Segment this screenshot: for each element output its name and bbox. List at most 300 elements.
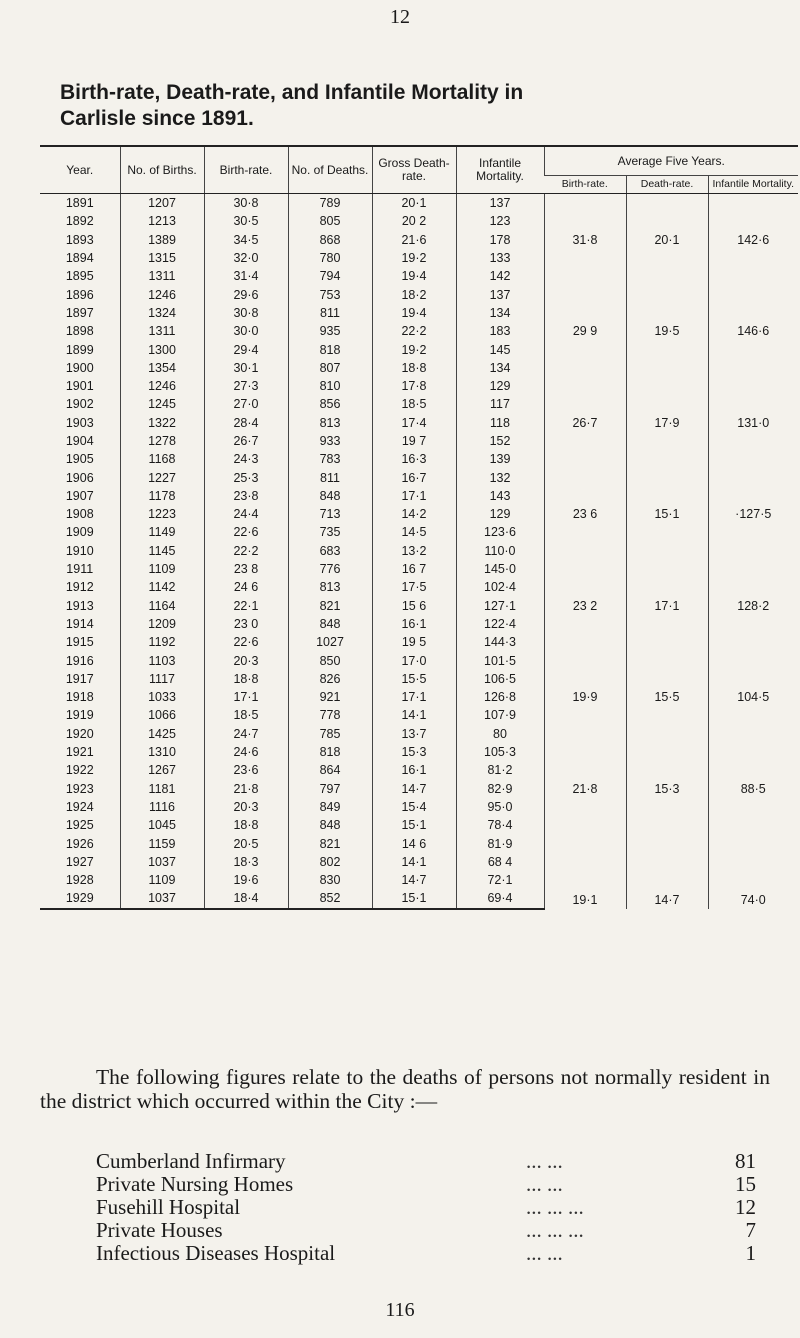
table-row <box>40 834 798 852</box>
cell-deaths: 935 <box>288 322 372 340</box>
cell-death-rate: 19 5 <box>372 633 456 651</box>
page-title <box>60 80 760 132</box>
cell-year: 1895 <box>65 269 94 284</box>
cell-births: 1145 <box>120 542 204 560</box>
list-item <box>96 1173 756 1196</box>
table-row <box>40 743 798 761</box>
cell-birth-rate: 18·3 <box>204 853 288 871</box>
cell-births: 1159 <box>120 834 204 852</box>
cell-birth-rate: 32·0 <box>204 249 288 267</box>
cell-infantile: 152 <box>456 432 544 450</box>
cell-births: 1207 <box>120 194 204 213</box>
col-header-birth-rate: Birth-rate. <box>204 146 288 194</box>
cell-infantile: 178 <box>456 231 544 249</box>
death-count: 7 <box>745 1218 756 1242</box>
cell-birth-rate: 27·0 <box>204 395 288 413</box>
cell-infantile: 107·9 <box>456 706 544 724</box>
cell-avg-birth: 21·8 <box>544 743 626 834</box>
cell-births: 1117 <box>120 670 204 688</box>
cell-avg-death: 17·1 <box>626 560 708 651</box>
cell-death-rate: 14 6 <box>372 834 456 852</box>
cell-birth-rate: 29·4 <box>204 340 288 358</box>
cell-death-rate: 18·5 <box>372 395 456 413</box>
cell-births: 1033 <box>120 688 204 706</box>
cell-birth-rate: 30·1 <box>204 359 288 377</box>
cell-death-rate: 19·4 <box>372 267 456 285</box>
cell-year: 1901 <box>65 379 94 394</box>
cell-birth-rate: 30·8 <box>204 304 288 322</box>
cell-avg-infantile: ·127·5 <box>708 468 798 559</box>
col-header-births: No. of Births. <box>120 146 204 194</box>
cell-births: 1354 <box>120 359 204 377</box>
cell-deaths: 933 <box>288 432 372 450</box>
cell-births: 1209 <box>120 615 204 633</box>
cell-death-rate: 17·0 <box>372 651 456 669</box>
cell-infantile: 81·2 <box>456 761 544 779</box>
cell-deaths: 818 <box>288 743 372 761</box>
cell-year: 1902 <box>65 397 94 412</box>
cell-deaths: 864 <box>288 761 372 779</box>
col-header-avg-birth-rate: Birth-rate. <box>544 176 626 194</box>
cell-death-rate: 17·1 <box>372 487 456 505</box>
institution-name: Fusehill Hospital <box>96 1195 241 1219</box>
cell-infantile: 101·5 <box>456 651 544 669</box>
cell-births: 1149 <box>120 523 204 541</box>
cell-births: 1223 <box>120 505 204 523</box>
cell-deaths: 797 <box>288 780 372 798</box>
cell-birth-rate: 22·1 <box>204 597 288 615</box>
cell-death-rate: 19·4 <box>372 304 456 322</box>
cell-infantile: 69·4 <box>456 889 544 908</box>
cell-deaths: 776 <box>288 560 372 578</box>
note-paragraph: The following figures relate to the deaths of persons not normally resident in the district which occurred within the City :— <box>40 1065 770 1113</box>
list-item <box>96 1242 756 1265</box>
institution-name: Infectious Diseases Hospital <box>96 1241 336 1265</box>
cell-births: 1322 <box>120 414 204 432</box>
cell-deaths: 735 <box>288 523 372 541</box>
cell-year: 1899 <box>65 342 94 357</box>
cell-births: 1178 <box>120 487 204 505</box>
cell-year: 1914 <box>65 616 94 631</box>
cell-death-rate: 18·2 <box>372 285 456 303</box>
cell-year: 1918 <box>65 690 94 705</box>
cell-deaths: 789 <box>288 194 372 213</box>
cell-infantile: 137 <box>456 194 544 213</box>
cell-deaths: 821 <box>288 597 372 615</box>
cell-deaths: 1027 <box>288 633 372 651</box>
table-body <box>40 194 798 909</box>
cell-births: 1324 <box>120 304 204 322</box>
leader-dots: ... ... <box>526 1149 563 1173</box>
cell-births: 1227 <box>120 468 204 486</box>
col-header-gross-death-rate: Gross Death-rate. <box>372 146 456 194</box>
cell-year: 1922 <box>65 763 94 778</box>
death-count: 81 <box>735 1149 756 1173</box>
cell-year: 1925 <box>65 818 94 833</box>
cell-births: 1246 <box>120 377 204 395</box>
table-row <box>40 377 798 395</box>
cell-deaths: 811 <box>288 468 372 486</box>
death-count: 15 <box>735 1172 756 1196</box>
cell-death-rate: 13·2 <box>372 542 456 560</box>
footer-page-number: 116 <box>385 1299 415 1321</box>
cell-births: 1109 <box>120 560 204 578</box>
cell-year: 1908 <box>65 507 94 522</box>
list-item <box>96 1219 756 1242</box>
cell-year: 1909 <box>65 525 94 540</box>
cell-birth-rate: 34·5 <box>204 231 288 249</box>
cell-year: 1927 <box>65 854 94 869</box>
cell-death-rate: 16·1 <box>372 615 456 633</box>
cell-birth-rate: 20·5 <box>204 834 288 852</box>
cell-births: 1311 <box>120 267 204 285</box>
cell-death-rate: 14·1 <box>372 706 456 724</box>
death-count: 1 <box>745 1241 756 1265</box>
cell-birth-rate: 23·6 <box>204 761 288 779</box>
cell-year: 1929 <box>40 889 120 908</box>
cell-birth-rate: 19·6 <box>204 871 288 889</box>
cell-avg-birth: 19·9 <box>544 651 626 742</box>
cell-birth-rate: 18·5 <box>204 706 288 724</box>
cell-avg-birth: 26·7 <box>544 377 626 468</box>
cell-deaths: 785 <box>288 725 372 743</box>
cell-births: 1213 <box>120 212 204 230</box>
cell-deaths: 826 <box>288 670 372 688</box>
cell-year: 1905 <box>65 452 94 467</box>
cell-birth-rate: 28·4 <box>204 414 288 432</box>
cell-infantile: 139 <box>456 450 544 468</box>
cell-avg-death: 15·1 <box>626 468 708 559</box>
cell-death-rate: 16·3 <box>372 450 456 468</box>
leader-dots: ... ... ... <box>526 1218 584 1242</box>
cell-deaths: 813 <box>288 578 372 596</box>
cell-births: 1245 <box>120 395 204 413</box>
cell-year: 1891 <box>65 196 94 211</box>
cell-births: 1116 <box>120 798 204 816</box>
list-item <box>96 1196 756 1219</box>
cell-infantile: 102·4 <box>456 578 544 596</box>
cell-birth-rate: 30·0 <box>204 322 288 340</box>
cell-year: 1892 <box>65 214 94 229</box>
table-row <box>40 651 798 669</box>
cell-avg-birth: 23 2 <box>544 560 626 651</box>
cell-avg-infantile: 142·6 <box>708 194 798 286</box>
cell-deaths: 818 <box>288 340 372 358</box>
cell-year: 1898 <box>65 324 94 339</box>
cell-infantile: 105·3 <box>456 743 544 761</box>
cell-infantile: 72·1 <box>456 871 544 889</box>
cell-death-rate: 16·7 <box>372 468 456 486</box>
cell-avg-infantile: 74·0 <box>708 834 798 908</box>
cell-deaths: 805 <box>288 212 372 230</box>
cell-deaths: 794 <box>288 267 372 285</box>
cell-death-rate: 19 7 <box>372 432 456 450</box>
cell-infantile: 143 <box>456 487 544 505</box>
cell-death-rate: 17·1 <box>372 688 456 706</box>
col-header-deaths: No. of Deaths. <box>288 146 372 194</box>
cell-births: 1246 <box>120 285 204 303</box>
cell-death-rate: 15 6 <box>372 597 456 615</box>
cell-infantile: 132 <box>456 468 544 486</box>
cell-infantile: 82·9 <box>456 780 544 798</box>
cell-year: 1928 <box>65 873 94 888</box>
cell-year: 1900 <box>65 360 94 375</box>
leader-dots: ... ... <box>526 1172 563 1196</box>
cell-avg-death: 17·9 <box>626 377 708 468</box>
cell-birth-rate: 30·8 <box>204 194 288 213</box>
cell-birth-rate: 26·7 <box>204 432 288 450</box>
col-header-infantile-mortality: Infantile Mortality. <box>456 146 544 194</box>
cell-death-rate: 16 7 <box>372 560 456 578</box>
cell-death-rate: 15·1 <box>372 889 456 908</box>
cell-birth-rate: 24·3 <box>204 450 288 468</box>
cell-year: 1917 <box>65 671 94 686</box>
cell-infantile: 117 <box>456 395 544 413</box>
institution-name: Cumberland Infirmary <box>96 1149 286 1173</box>
cell-death-rate: 15·1 <box>372 816 456 834</box>
cell-births: 1037 <box>120 889 204 908</box>
cell-birth-rate: 25·3 <box>204 468 288 486</box>
cell-birth-rate: 24·7 <box>204 725 288 743</box>
col-header-average-five-years: Average Five Years. <box>544 146 798 176</box>
cell-year: 1896 <box>65 287 94 302</box>
table-row <box>40 468 798 486</box>
cell-deaths: 848 <box>288 816 372 834</box>
cell-year: 1910 <box>65 543 94 558</box>
cell-infantile: 183 <box>456 322 544 340</box>
cell-birth-rate: 18·8 <box>204 670 288 688</box>
table-row <box>40 285 798 303</box>
cell-birth-rate: 23 0 <box>204 615 288 633</box>
cell-deaths: 811 <box>288 304 372 322</box>
cell-birth-rate: 30·5 <box>204 212 288 230</box>
cell-death-rate: 14·2 <box>372 505 456 523</box>
col-header-avg-death-rate: Death-rate. <box>626 176 708 194</box>
cell-avg-birth: 31·8 <box>544 194 626 286</box>
cell-birth-rate: 24·4 <box>204 505 288 523</box>
cell-infantile: 142 <box>456 267 544 285</box>
cell-birth-rate: 31·4 <box>204 267 288 285</box>
cell-births: 1425 <box>120 725 204 743</box>
cell-infantile: 80 <box>456 725 544 743</box>
cell-infantile: 144·3 <box>456 633 544 651</box>
cell-year: 1913 <box>65 598 94 613</box>
cell-deaths: 813 <box>288 414 372 432</box>
cell-births: 1045 <box>120 816 204 834</box>
cell-avg-death: 19·5 <box>626 285 708 376</box>
cell-birth-rate: 18·8 <box>204 816 288 834</box>
cell-birth-rate: 21·8 <box>204 780 288 798</box>
cell-deaths: 856 <box>288 395 372 413</box>
cell-death-rate: 19·2 <box>372 249 456 267</box>
cell-deaths: 921 <box>288 688 372 706</box>
cell-year: 1923 <box>65 781 94 796</box>
cell-deaths: 713 <box>288 505 372 523</box>
cell-year: 1926 <box>65 836 94 851</box>
col-header-year: Year. <box>40 146 120 194</box>
cell-infantile: 118 <box>456 414 544 432</box>
page-number: 12 <box>390 6 410 28</box>
leader-dots: ... ... <box>526 1241 563 1265</box>
cell-death-rate: 20 2 <box>372 212 456 230</box>
cell-deaths: 802 <box>288 853 372 871</box>
col-header-avg-infantile: Infantile Mortality. <box>708 176 798 194</box>
cell-death-rate: 19·2 <box>372 340 456 358</box>
cell-year: 1911 <box>66 562 94 577</box>
cell-infantile: 110·0 <box>456 542 544 560</box>
cell-infantile: 137 <box>456 285 544 303</box>
cell-year: 1904 <box>65 434 94 448</box>
cell-infantile: 122·4 <box>456 615 544 633</box>
title-line-2: Carlisle since 1891. <box>60 107 254 130</box>
cell-birth-rate: 17·1 <box>204 688 288 706</box>
cell-avg-death: 15·3 <box>626 743 708 834</box>
cell-death-rate: 15·4 <box>372 798 456 816</box>
cell-avg-infantile: 88·5 <box>708 743 798 834</box>
cell-avg-birth: 19·1 <box>544 834 626 908</box>
cell-death-rate: 14·7 <box>372 871 456 889</box>
cell-infantile: 123·6 <box>456 523 544 541</box>
cell-avg-birth: 29 9 <box>544 285 626 376</box>
cell-births: 1267 <box>120 761 204 779</box>
cell-births: 1278 <box>120 432 204 450</box>
cell-deaths: 807 <box>288 359 372 377</box>
cell-birth-rate: 18·4 <box>204 889 288 908</box>
cell-births: 1310 <box>120 743 204 761</box>
cell-births: 1037 <box>120 853 204 871</box>
cell-infantile: 129 <box>456 505 544 523</box>
cell-infantile: 68 4 <box>456 853 544 871</box>
cell-year: 1897 <box>65 305 94 320</box>
cell-infantile: 106·5 <box>456 670 544 688</box>
cell-births: 1109 <box>120 871 204 889</box>
cell-births: 1181 <box>120 780 204 798</box>
cell-infantile: 145·0 <box>456 560 544 578</box>
cell-birth-rate: 24 6 <box>204 578 288 596</box>
cell-year: 1919 <box>65 708 94 723</box>
cell-birth-rate: 23·8 <box>204 487 288 505</box>
cell-death-rate: 17·4 <box>372 414 456 432</box>
cell-year: 1903 <box>65 415 94 430</box>
cell-deaths: 780 <box>288 249 372 267</box>
cell-death-rate: 22·2 <box>372 322 456 340</box>
table-row <box>40 560 798 578</box>
cell-births: 1389 <box>120 231 204 249</box>
cell-deaths: 868 <box>288 231 372 249</box>
cell-infantile: 123 <box>456 212 544 230</box>
cell-deaths: 783 <box>288 450 372 468</box>
cell-infantile: 134 <box>456 359 544 377</box>
table-row <box>40 194 798 213</box>
cell-year: 1915 <box>65 635 94 650</box>
cell-deaths: 849 <box>288 798 372 816</box>
cell-birth-rate: 23 8 <box>204 560 288 578</box>
leader-dots: ... ... ... <box>526 1195 584 1219</box>
cell-deaths: 821 <box>288 834 372 852</box>
cell-year: 1921 <box>65 745 94 760</box>
cell-death-rate: 21·6 <box>372 231 456 249</box>
cell-infantile: 133 <box>456 249 544 267</box>
cell-deaths: 778 <box>288 706 372 724</box>
cell-avg-death: 15·5 <box>626 651 708 742</box>
cell-year: 1924 <box>65 799 94 814</box>
cell-death-rate: 16·1 <box>372 761 456 779</box>
cell-infantile: 78·4 <box>456 816 544 834</box>
cell-avg-infantile: 128·2 <box>708 560 798 651</box>
cell-birth-rate: 20·3 <box>204 798 288 816</box>
cell-avg-infantile: 104·5 <box>708 651 798 742</box>
cell-avg-infantile: 131·0 <box>708 377 798 468</box>
cell-avg-death: 20·1 <box>626 194 708 286</box>
cell-deaths: 848 <box>288 487 372 505</box>
institution-list <box>96 1150 756 1265</box>
cell-birth-rate: 22·6 <box>204 633 288 651</box>
cell-deaths: 683 <box>288 542 372 560</box>
cell-death-rate: 15·3 <box>372 743 456 761</box>
cell-births: 1103 <box>120 651 204 669</box>
cell-infantile: 95·0 <box>456 798 544 816</box>
cell-infantile: 134 <box>456 304 544 322</box>
cell-birth-rate: 29·6 <box>204 285 288 303</box>
cell-deaths: 852 <box>288 889 372 908</box>
cell-avg-birth: 23 6 <box>544 468 626 559</box>
cell-year: 1906 <box>65 470 94 485</box>
cell-death-rate: 15·5 <box>372 670 456 688</box>
cell-births: 1192 <box>120 633 204 651</box>
institution-name: Private Houses <box>96 1218 223 1242</box>
cell-death-rate: 20·1 <box>372 194 456 213</box>
cell-year: 1912 <box>65 580 94 595</box>
cell-births: 1142 <box>120 578 204 596</box>
cell-birth-rate: 22·2 <box>204 542 288 560</box>
cell-year: 1894 <box>65 251 94 266</box>
cell-births: 1315 <box>120 249 204 267</box>
death-count: 12 <box>735 1195 756 1219</box>
cell-birth-rate: 20·3 <box>204 651 288 669</box>
statistics-table <box>40 145 798 910</box>
institution-name: Private Nursing Homes <box>96 1172 294 1196</box>
cell-infantile: 126·8 <box>456 688 544 706</box>
cell-death-rate: 14·7 <box>372 780 456 798</box>
cell-birth-rate: 24·6 <box>204 743 288 761</box>
cell-death-rate: 14·1 <box>372 853 456 871</box>
cell-year: 1907 <box>65 488 94 503</box>
cell-death-rate: 14·5 <box>372 523 456 541</box>
cell-infantile: 129 <box>456 377 544 395</box>
cell-infantile: 145 <box>456 340 544 358</box>
cell-avg-infantile: 146·6 <box>708 285 798 376</box>
cell-year: 1916 <box>65 653 94 668</box>
cell-year: 1893 <box>65 232 94 247</box>
cell-infantile: 81·9 <box>456 834 544 852</box>
cell-deaths: 848 <box>288 615 372 633</box>
cell-year: 1920 <box>65 726 94 741</box>
cell-births: 1066 <box>120 706 204 724</box>
cell-birth-rate: 22·6 <box>204 523 288 541</box>
cell-birth-rate: 27·3 <box>204 377 288 395</box>
cell-death-rate: 17·5 <box>372 578 456 596</box>
cell-births: 1164 <box>120 597 204 615</box>
cell-deaths: 810 <box>288 377 372 395</box>
cell-deaths: 850 <box>288 651 372 669</box>
cell-death-rate: 13·7 <box>372 725 456 743</box>
cell-avg-death: 14·7 <box>626 834 708 908</box>
cell-death-rate: 17·8 <box>372 377 456 395</box>
cell-deaths: 830 <box>288 871 372 889</box>
cell-births: 1300 <box>120 340 204 358</box>
cell-death-rate: 18·8 <box>372 359 456 377</box>
cell-births: 1168 <box>120 450 204 468</box>
